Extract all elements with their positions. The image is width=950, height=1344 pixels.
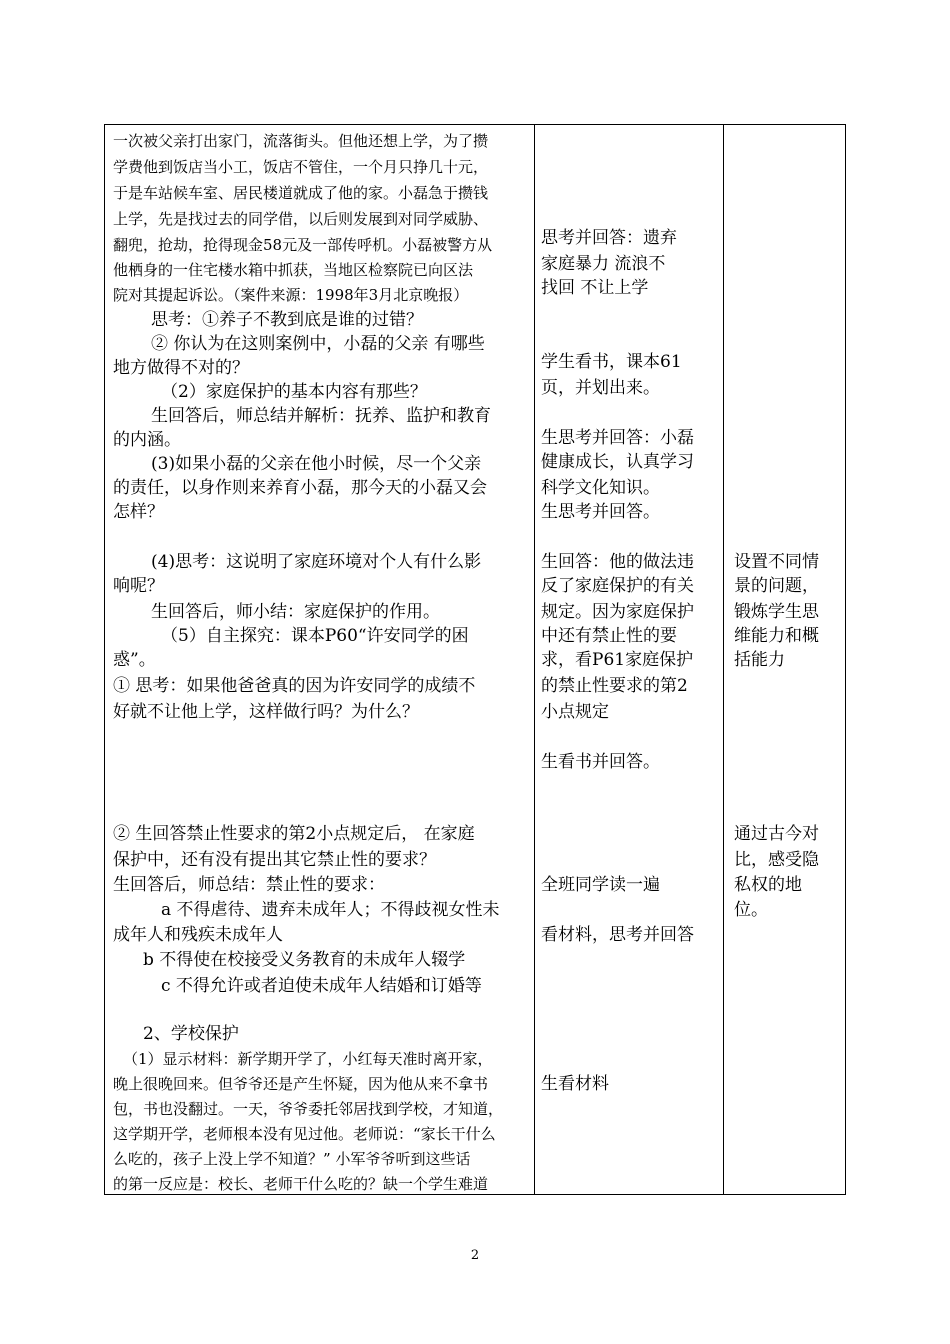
text-line: (4)思考：这说明了家庭环境对个人有什么影 — [151, 552, 482, 572]
text-line: 响呢？ — [113, 576, 164, 596]
text-line: a 不得虐待、遗弃未成年人；不得歧视女性未 — [161, 900, 500, 920]
text-line: 中还有禁止性的要 — [541, 626, 677, 646]
text-line: 地方做得不对的？ — [113, 358, 249, 378]
text-line: 生回答：他的做法违 — [541, 552, 694, 572]
text-line: 一次被父亲打出家门，流落街头。但他还想上学，为了攒 — [113, 132, 489, 150]
section-heading: 2、学校保护 — [143, 1024, 239, 1044]
text-line: 保护中，还有没有提出其它禁止性的要求？ — [113, 850, 436, 870]
text-line: （2）家庭保护的基本内容有那些？ — [161, 382, 427, 402]
text-line: 惑”。 — [113, 650, 156, 670]
text-line: 于是车站候车室、居民楼道就成了他的家。小磊急于攒钱 — [113, 184, 489, 202]
text-line: 页，并划出来。 — [541, 378, 660, 398]
text-line: ② 你认为在这则案例中，小磊的父亲 有哪些 — [151, 334, 485, 354]
text-line: 景的问题， — [734, 576, 819, 596]
text-line: 怎样？ — [113, 502, 164, 522]
text-line: 维能力和概 — [734, 626, 819, 646]
text-line: 院对其提起诉讼。（案件来源：1998年3月北京晚报） — [113, 286, 469, 304]
text-line: 全班同学读一遍 — [541, 875, 660, 895]
text-line: 生思考并回答：小磊 — [541, 428, 694, 448]
text-line: 生看材料 — [541, 1074, 609, 1094]
text-line: 规定。因为家庭保护 — [541, 602, 694, 622]
text-line: 思考并回答：遗弃 — [541, 228, 677, 248]
text-line: c 不得允许或者迫使未成年人结婚和订婚等 — [161, 976, 482, 996]
text-line: 位。 — [734, 900, 768, 920]
text-line: 生回答后，师小结：家庭保护的作用。 — [151, 602, 440, 622]
text-line: 科学文化知识。 — [541, 478, 660, 498]
text-line: 生回答后，师总结并解析：抚养、监护和教育 — [151, 406, 491, 426]
student-activity-column — [535, 125, 723, 1194]
text-line: 的责任，以身作则来养育小磊，那今天的小磊又会 — [113, 478, 487, 498]
text-line: （5）自主探究：课本P60“许安同学的困 — [161, 626, 469, 646]
text-line: 家庭暴力 流浪不 — [541, 254, 666, 274]
text-line: 私权的地 — [734, 875, 802, 895]
text-line: (3)如果小磊的父亲在他小时候，尽一个父亲 — [151, 454, 482, 474]
text-line: 晚上很晚回来。但爷爷还是产生怀疑，因为他从来不拿书 — [113, 1075, 489, 1093]
page-number: 2 — [470, 1248, 480, 1263]
text-line: 生看书并回答。 — [541, 752, 660, 772]
text-line: ② 生回答禁止性要求的第2小点规定后， 在家庭 — [113, 824, 475, 844]
text-line: 的禁止性要求的第2 — [541, 676, 688, 696]
design-intent-column — [724, 125, 846, 1194]
text-line: 括能力 — [734, 650, 785, 670]
text-line: 找回 不让上学 — [541, 278, 649, 298]
text-line: 思考：①养子不教到底是谁的过错？ — [151, 310, 423, 330]
text-line: 求，看P61家庭保护 — [541, 650, 694, 670]
text-line: 么吃的，孩子上没上学不知道？” 小军爷爷听到这些话 — [113, 1150, 471, 1168]
text-line: 学生看书，课本61 — [541, 352, 682, 372]
text-line: （1）显示材料：新学期开学了，小红每天准时离开家， — [123, 1050, 493, 1068]
text-line: 小点规定 — [541, 702, 609, 722]
text-line: 翻兜，抢劫，抢得现金58元及一部传呼机。小磊被警方从 — [113, 236, 493, 254]
text-line: 通过古今对 — [734, 824, 819, 844]
text-line: 的内涵。 — [113, 430, 181, 450]
text-line: 健康成长，认真学习 — [541, 452, 694, 472]
text-line: 好就不让他上学，这样做行吗？为什么？ — [113, 702, 419, 722]
lesson-plan-table — [104, 124, 846, 1195]
text-line: 成年人和残疾未成年人 — [113, 925, 283, 945]
text-line: 生思考并回答。 — [541, 502, 660, 522]
text-line: 包，书也没翻过。一天，爷爷委托邻居找到学校，才知道， — [113, 1100, 504, 1118]
text-line: 学费他到饭店当小工，饭店不管住，一个月只挣几十元， — [113, 158, 489, 176]
text-line: 他栖身的一住宅楼水箱中抓获，当地区检察院已向区法 — [113, 261, 474, 279]
text-line: 这学期开学，老师根本没有见过他。老师说：“家长干什么 — [113, 1125, 496, 1143]
teaching-process-column — [105, 125, 534, 1194]
text-line: 的第一反应是：校长、老师干什么吃的？缺一个学生难道 — [113, 1175, 489, 1193]
text-line: 生回答后，师总结：禁止性的要求： — [113, 875, 385, 895]
text-line: 反了家庭保护的有关 — [541, 576, 694, 596]
text-line: ① 思考：如果他爸爸真的因为许安同学的成绩不 — [113, 676, 476, 696]
text-line: b 不得使在校接受义务教育的未成年人辍学 — [143, 950, 466, 970]
text-line: 看材料，思考并回答 — [541, 925, 694, 945]
text-line: 比，感受隐 — [734, 850, 819, 870]
text-line: 上学，先是找过去的同学借，以后则发展到对同学威胁、 — [113, 210, 489, 228]
text-line: 锻炼学生思 — [734, 602, 819, 622]
text-line: 设置不同情 — [734, 552, 819, 572]
